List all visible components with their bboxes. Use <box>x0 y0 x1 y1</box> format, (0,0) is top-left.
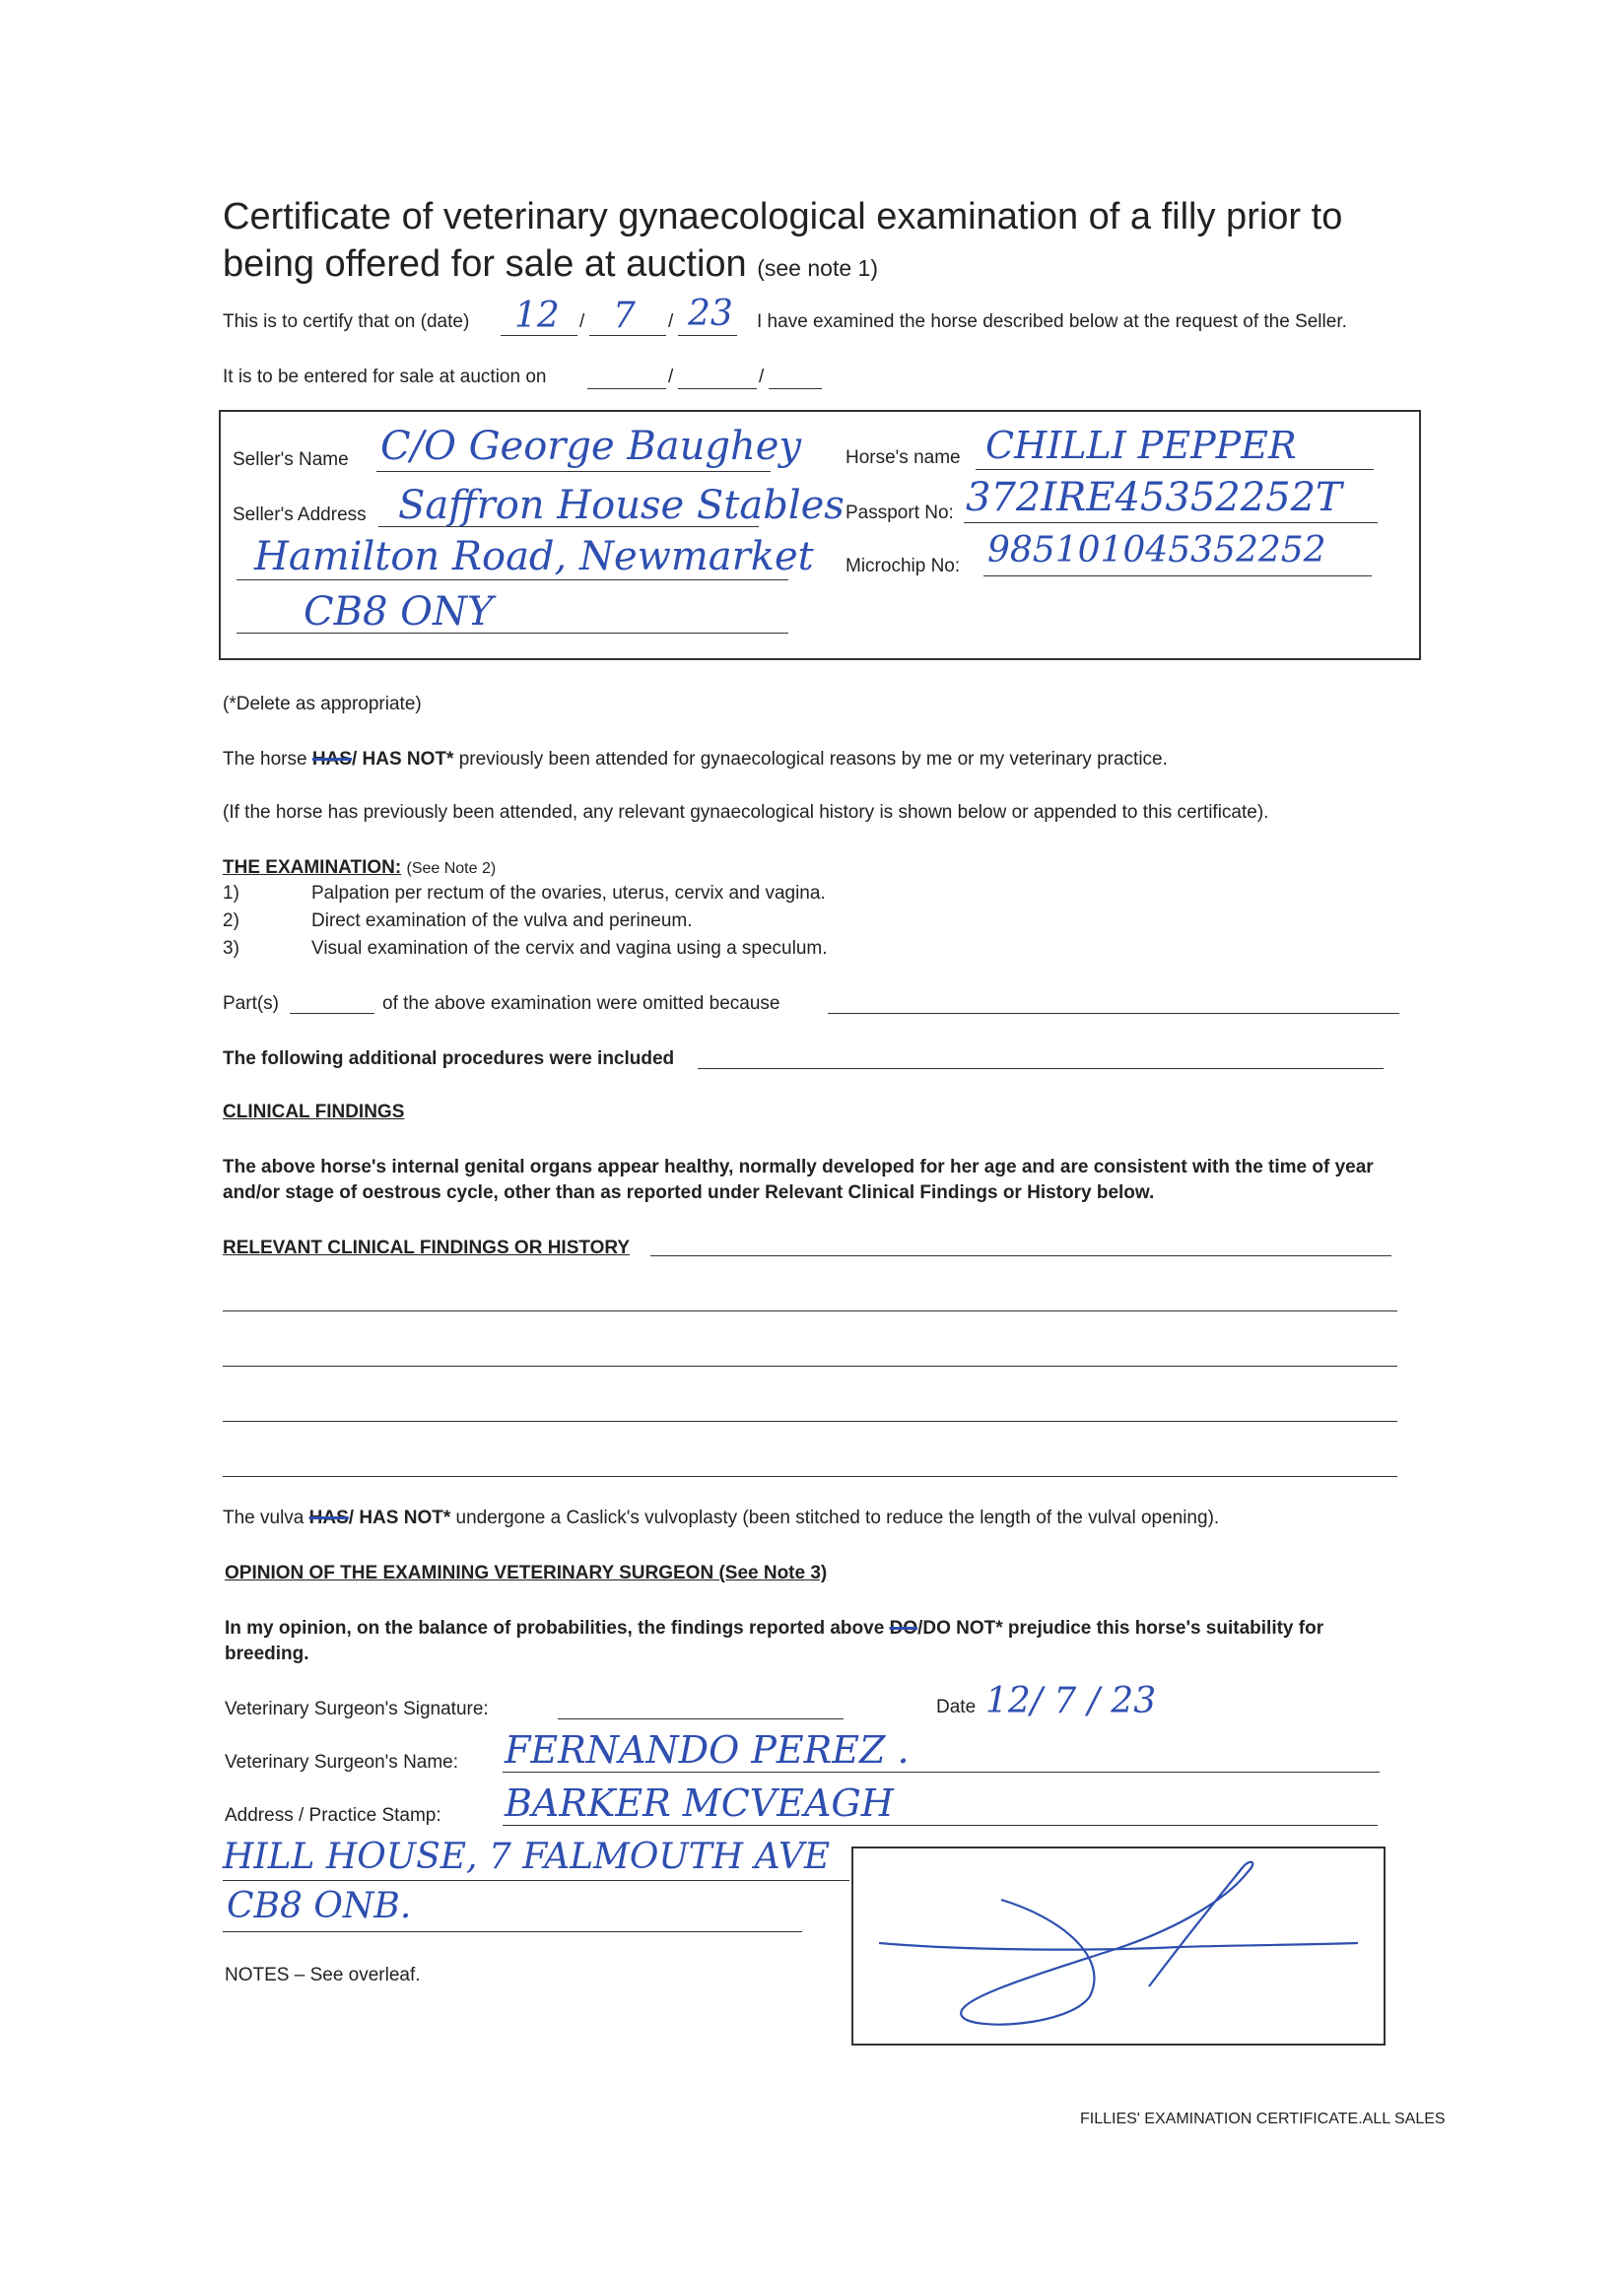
seller-name-label: Seller's Name <box>233 449 349 470</box>
additional-procedures: The following additional procedures were included <box>223 1048 675 1069</box>
seller-address-line-2[interactable]: Hamilton Road, Newmarket <box>254 534 814 579</box>
vet-name-label: Veterinary Surgeon's Name: <box>225 1752 459 1773</box>
exam-item-num-2: 2) <box>223 910 239 931</box>
certify-month[interactable]: 7 <box>613 296 636 336</box>
signature-label: Veterinary Surgeon's Signature: <box>225 1699 489 1719</box>
exam-item-num-1: 1) <box>223 883 239 904</box>
opinion-text-1 <box>225 1618 1323 1640</box>
vulva-has-not[interactable]: / HAS NOT* <box>348 1508 451 1528</box>
horse-name-value[interactable]: CHILLI PEPPER <box>985 424 1297 467</box>
stamp-label: Address / Practice Stamp: <box>225 1805 441 1826</box>
parts-prefix: Part(s) <box>223 993 279 1014</box>
vulva-line <box>223 1508 1219 1529</box>
opinion-prefix: In my opinion, on the balance of probabilities, the findings reported above <box>225 1618 885 1639</box>
horse-name-label: Horse's name <box>846 447 961 468</box>
certify-prefix: This is to certify that on (date) <box>223 311 470 332</box>
clinical-text-1: The above horse's internal genital organs appear healthy, normally developed for her age and are consistent with the time of year <box>223 1157 1374 1177</box>
title-note: (see note 1) <box>757 255 878 281</box>
vet-name-value[interactable]: FERNANDO PEREZ . <box>505 1728 910 1772</box>
title-line-2-text: being offered for sale at auction <box>223 243 747 285</box>
attended-has-not[interactable]: / HAS NOT* <box>351 749 454 770</box>
history-note: (If the horse has previously been attended, any relevant gynaecological history is shown below or appended to this certificate). <box>223 802 1269 823</box>
title-line-1: Certificate of veterinary gynaecological examination of a filly prior to <box>223 196 1343 237</box>
vulva-has-struck[interactable]: HAS <box>308 1508 349 1528</box>
signature-date-value[interactable]: 12/ 7 / 23 <box>985 1681 1157 1721</box>
passport-label: Passport No: <box>846 503 954 523</box>
microchip-label: Microchip No: <box>846 556 961 576</box>
exam-item-text-1: Palpation per rectum of the ovaries, uterus, cervix and vagina. <box>311 883 826 904</box>
seller-address-line-1[interactable]: Saffron House Stables <box>398 483 845 528</box>
seller-address-label: Seller's Address <box>233 504 367 525</box>
title-line-2 <box>223 240 1342 292</box>
opinion-suffix: /DO NOT* prejudice this horse's suitability for <box>917 1618 1324 1639</box>
certify-suffix: I have examined the horse described below at the request of the Seller. <box>757 311 1347 332</box>
page-title <box>223 193 1342 292</box>
vulva-suffix: undergone a Caslick's vulvoplasty (been stitched to reduce the length of the vulval opening). <box>455 1508 1220 1528</box>
stamp-value[interactable]: BARKER MCVEAGH <box>505 1781 894 1825</box>
examination-heading <box>223 857 496 879</box>
exam-item-text-3: Visual examination of the cervix and vagina using a speculum. <box>311 938 828 959</box>
footer-text: FILLIES' EXAMINATION CERTIFICATE.ALL SALES <box>1080 2111 1446 2127</box>
signature-box[interactable] <box>851 1847 1386 2046</box>
attended-prefix: The horse <box>223 749 307 770</box>
vulva-prefix: The vulva <box>223 1508 304 1528</box>
parts-suffix: of the above examination were omitted because <box>382 993 780 1014</box>
seller-address-line-3[interactable]: CB8 ONY <box>304 589 494 635</box>
delete-note: (*Delete as appropriate) <box>223 694 422 714</box>
findings-line-3[interactable] <box>223 1421 1397 1422</box>
attended-suffix: previously been attended for gynaecological reasons by me or my veterinary practice. <box>458 749 1168 770</box>
clinical-heading: CLINICAL FINDINGS <box>223 1102 405 1122</box>
attended-has-struck[interactable]: HAS <box>311 749 352 770</box>
microchip-value[interactable]: 985101045352252 <box>987 530 1326 571</box>
practice-address-line-2[interactable]: CB8 ONB. <box>227 1886 412 1926</box>
date-label: Date <box>936 1697 977 1717</box>
findings-line-1[interactable] <box>223 1310 1397 1311</box>
exam-item-num-3: 3) <box>223 938 239 959</box>
relevant-heading: RELEVANT CLINICAL FINDINGS OR HISTORY <box>223 1238 631 1258</box>
exam-item-text-2: Direct examination of the vulva and perineum. <box>311 910 693 931</box>
notes-text: NOTES – See overleaf. <box>225 1965 421 1985</box>
findings-line-2[interactable] <box>223 1366 1397 1367</box>
examination-note: (See Note 2) <box>406 860 497 877</box>
certify-year[interactable]: 23 <box>688 294 733 334</box>
seller-name-value[interactable]: C/O George Baughey <box>380 424 802 469</box>
practice-address-line-1[interactable]: HILL HOUSE, 7 FALMOUTH AVE <box>223 1837 831 1877</box>
opinion-do-struck[interactable]: DO <box>889 1618 918 1639</box>
examination-heading-text: THE EXAMINATION: <box>223 857 402 878</box>
opinion-text-2: breeding. <box>225 1644 309 1664</box>
findings-line-4[interactable] <box>223 1476 1397 1477</box>
passport-value[interactable]: 372IRE45352252T <box>966 475 1342 520</box>
clinical-text-2: and/or stage of oestrous cycle, other than as reported under Relevant Clinical Findings or History below. <box>223 1182 1155 1203</box>
auction-text: It is to be entered for sale at auction on <box>223 367 547 387</box>
attended-line <box>223 749 1168 771</box>
signature-scribble-icon <box>853 1848 1384 2044</box>
signature-line[interactable] <box>558 1718 844 1719</box>
opinion-heading: OPINION OF THE EXAMINING VETERINARY SURGEON (See Note 3) <box>225 1563 828 1583</box>
certify-day[interactable]: 12 <box>514 296 560 336</box>
